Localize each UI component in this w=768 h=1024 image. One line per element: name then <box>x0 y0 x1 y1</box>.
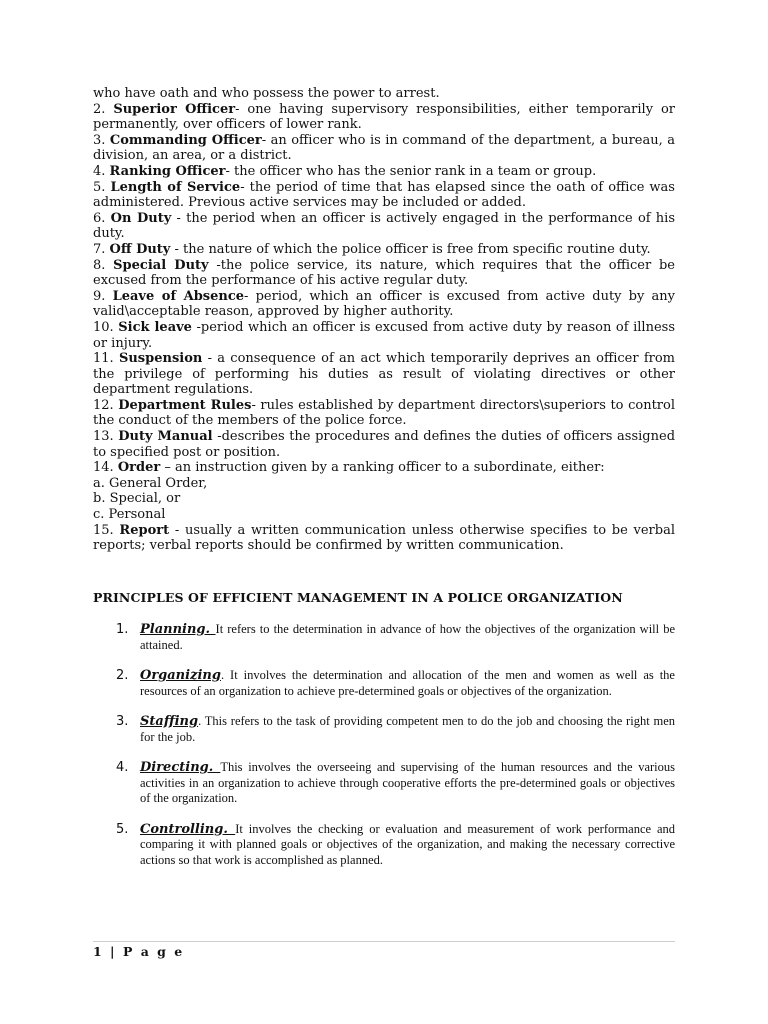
definition-item <box>93 242 675 258</box>
definition-item <box>93 351 675 398</box>
principle-term: Planning. <box>140 622 216 637</box>
definition-term: Length of Service <box>110 179 241 195</box>
principle-number: 5. <box>116 821 129 837</box>
definition-item <box>93 86 675 102</box>
definition-item <box>93 164 675 180</box>
definition-item <box>93 523 675 554</box>
definition-number: 3. <box>93 132 106 148</box>
definition-item <box>93 180 675 211</box>
definition-term: Duty Manual <box>118 429 213 445</box>
definition-number: 2. <box>93 101 106 117</box>
page-number: 1 | P a g e <box>93 944 185 959</box>
definition-text: -period which an officer is excused from active duty by reason of illness or injury. <box>93 319 676 351</box>
principle-term: Controlling. <box>140 821 236 837</box>
definition-text: - the nature of which the police officer is free from specific routine duty. <box>170 241 651 257</box>
footer-divider <box>93 941 675 942</box>
definition-item <box>93 460 675 476</box>
definition-text: - rules established by department directors\superiors to control the conduct of the members of the police force. <box>93 397 675 429</box>
definition-term: Superior Officer <box>113 101 236 117</box>
definition-term: Sick leave <box>118 319 192 335</box>
definition-number: 12. <box>93 397 114 413</box>
definition-item <box>93 102 675 133</box>
section-heading: PRINCIPLES OF EFFICIENT MANAGEMENT IN A POLICE ORGANIZATION <box>93 590 623 605</box>
definition-text: a. General Order, <box>93 475 208 491</box>
definition-number: 13. <box>93 429 114 445</box>
definition-term: Report <box>119 522 170 538</box>
principle-item <box>93 668 675 699</box>
definition-text: – an instruction given by a ranking officer to a subordinate, either: <box>160 460 605 476</box>
principle-term: Staffing <box>140 714 199 729</box>
definition-term: Ranking Officer <box>109 163 226 179</box>
principle-item <box>93 622 675 653</box>
definition-text: who have oath and who possess the power to arrest. <box>93 86 440 101</box>
principle-term: Organizing <box>140 668 221 683</box>
definition-text: c. Personal <box>93 507 166 523</box>
principle-text: This involves the overseeing and supervising of the human resources and the various activities in an organization to achieve through cooperative efforts the pre-determined goals or objectives of the organization. <box>140 760 675 805</box>
definition-number: 7. <box>93 241 106 257</box>
definition-number: 9. <box>93 288 106 304</box>
definitions-list <box>93 86 675 554</box>
definition-number: 10. <box>93 319 114 335</box>
principle-text: . This refers to the task of providing competent men to do the job and choosing the right men for the job. <box>140 714 675 744</box>
principle-text: . It involves the determination and allocation of the men and women as well as the resources of an organization to achieve pre-determined goals or objectives of the organization. <box>140 668 675 698</box>
order-subitem <box>93 491 675 507</box>
definition-text: -describes the procedures and defines the duties of officers assigned to specified post or position. <box>93 429 676 460</box>
definition-number: 8. <box>93 257 106 273</box>
principle-number: 4. <box>116 760 129 775</box>
definition-term: Suspension <box>118 351 203 367</box>
definition-item <box>93 258 675 289</box>
definition-text: b. Special, or <box>93 491 181 507</box>
principle-number: 2. <box>116 668 129 683</box>
definition-number: 4. <box>93 163 106 179</box>
definition-text: - one having supervisory responsibilities, either temporarily or permanently, over officers of lower rank. <box>93 101 675 133</box>
principles-list <box>93 622 675 883</box>
definition-text: - an officer who is in command of the department, a bureau, a division, an area, or a district. <box>93 132 676 164</box>
definition-number: 6. <box>93 210 106 226</box>
order-subitem <box>93 476 675 492</box>
definition-text: -the police service, its nature, which requires that the officer be excused from the performance of his active regular duty. <box>93 257 675 289</box>
principle-item <box>93 760 675 807</box>
definition-term: Leave of Absence <box>112 288 245 304</box>
definition-item <box>93 211 675 242</box>
definition-number: 11. <box>93 351 114 367</box>
definition-item <box>93 133 675 164</box>
definition-text: - the period of time that has elapsed since the oath of office was administered. Previous active services may be included or added. <box>93 179 675 211</box>
definition-text: - period, which an officer is excused from active duty by any valid\acceptable reason, approved by higher authority. <box>93 288 675 320</box>
definition-term: On Duty <box>110 210 172 226</box>
order-subitem <box>93 507 675 523</box>
definition-term: Special Duty <box>113 257 209 273</box>
definition-term: Department Rules <box>118 397 252 413</box>
principle-text: It involves the checking or evaluation and measurement of work performance and comparing it with planned goals or objectives of the organization, and making the necessary corrective actions so that work is accomplished as planned. <box>140 821 675 867</box>
definition-item <box>93 320 675 351</box>
definition-term: Order <box>117 460 161 476</box>
definition-term: Commanding Officer <box>109 132 262 148</box>
principle-item <box>93 822 675 869</box>
definition-text: - usually a written communication unless otherwise specifies to be verbal reports; verbal reports should be confirmed by written communication. <box>93 522 675 554</box>
definition-number: 5. <box>93 179 106 195</box>
definition-item <box>93 289 675 320</box>
definition-term: Off Duty <box>109 241 171 257</box>
definition-item <box>93 398 675 429</box>
principle-item <box>93 714 675 745</box>
principle-number: 1. <box>116 622 129 637</box>
principle-text: It refers to the determination in advance of how the objectives of the organization will be attained. <box>140 622 675 652</box>
definition-text: - a consequence of an act which temporarily deprives an officer from the privilege of performing his duties as result of violating directives or other department regulations. <box>93 351 676 398</box>
principle-term: Directing. <box>140 760 221 775</box>
definition-text: - the period when an officer is actively engaged in the performance of his duty. <box>93 210 675 242</box>
definition-item <box>93 429 675 460</box>
definition-number: 14. <box>93 460 114 476</box>
definition-text: - the officer who has the senior rank in a team or group. <box>225 163 597 179</box>
principle-number: 3. <box>116 714 129 729</box>
definition-number: 15. <box>93 522 114 538</box>
